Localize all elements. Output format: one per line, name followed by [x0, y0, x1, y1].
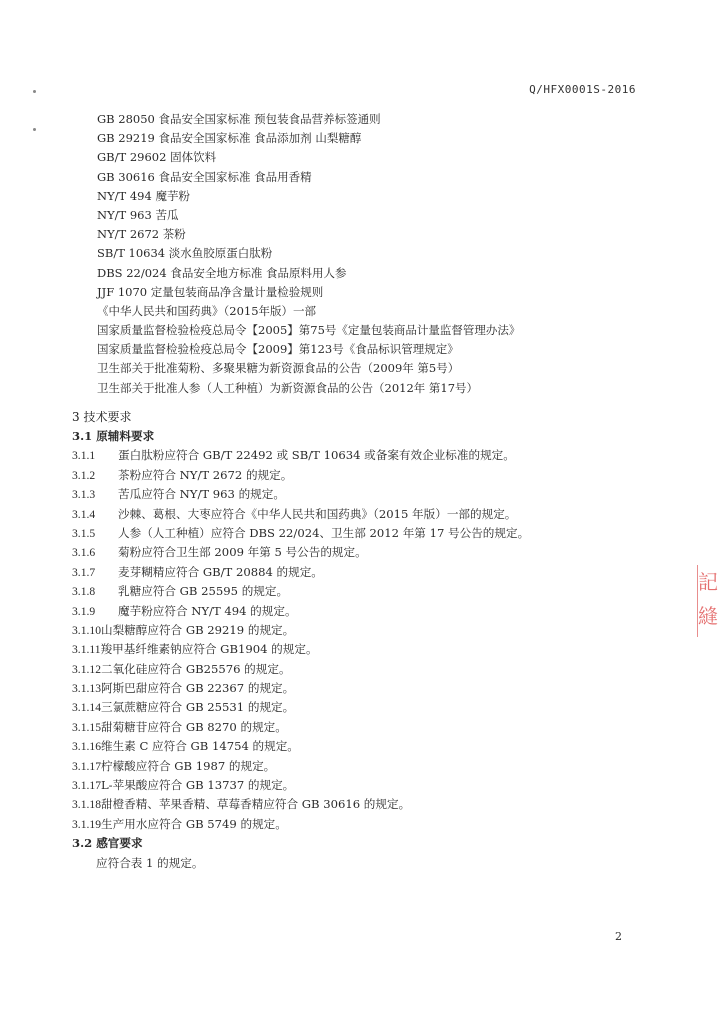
requirement-item [72, 698, 529, 717]
reference-item: GB/T 29602 固体饮料 [97, 150, 217, 165]
reference-item: SB/T 10634 淡水鱼胶原蛋白肽粉 [97, 246, 273, 261]
reference-item: NY/T 494 魔芋粉 [97, 188, 190, 203]
requirement-item [72, 776, 529, 795]
item-number: 3.1.3 [72, 488, 96, 502]
item-text: 蛋白肽粉应符合 GB/T 22492 或 SB/T 10634 或备案有效企业标准的规定。 [118, 448, 515, 463]
page-number: 2 [615, 930, 622, 943]
item-text: L-苹果酸应符合 GB 13737 的规定。 [100, 778, 295, 793]
item-number: 3.1.6 [72, 546, 96, 560]
item-text: 乳糖应符合 GB 25595 的规定。 [118, 584, 289, 599]
item-number: 3.1.13 [72, 682, 101, 696]
reference-item: 国家质量监督检验检疫总局令【2009】第123号《食品标识管理规定》 [97, 342, 459, 357]
document-code: Q/HFX0001S-2016 [529, 83, 636, 96]
requirement-item [72, 466, 529, 485]
requirement-item [72, 602, 529, 621]
reference-item: 卫生部关于批准菊粉、多聚果糖为新资源食品的公告（2009年 第5号） [97, 361, 460, 376]
item-text: 山梨糖醇应符合 GB 29219 的规定。 [100, 622, 295, 637]
item-number: 3.1.10 [72, 623, 101, 637]
item-number: 3.1.19 [72, 817, 101, 831]
item-text: 三氯蔗糖应符合 GB 25531 的规定。 [100, 700, 295, 715]
requirement-item [72, 679, 529, 698]
reference-item: JJF 1070 定量包装商品净含量计量检验规则 [97, 284, 324, 299]
item-number: 3.1.8 [72, 585, 96, 599]
item-text: 生产用水应符合 GB 5749 的规定。 [100, 816, 287, 831]
item-number: 3.1.15 [72, 720, 101, 734]
reference-item: NY/T 2672 茶粉 [97, 227, 186, 242]
requirement-item [72, 446, 529, 465]
reference-item: DBS 22/024 食品安全地方标准 食品原料用人参 [97, 265, 347, 280]
item-text: 茶粉应符合 NY/T 2672 的规定。 [118, 467, 293, 482]
item-text: 甜菊糖苷应符合 GB 8270 的规定。 [100, 719, 287, 734]
reference-item: GB 28050 食品安全国家标准 预包装食品营养标签通则 [97, 112, 381, 126]
reference-item: GB 30616 食品安全国家标准 食品用香精 [97, 169, 312, 184]
subsection-3-2-text: 应符合表 1 的规定。 [96, 855, 204, 870]
item-number: 3.1.1 [72, 449, 96, 463]
item-number: 3.1.7 [72, 565, 96, 579]
reference-item: 《中华人民共和国药典》（2015年版）一部 [97, 303, 317, 318]
item-text: 羧甲基纤维素钠应符合 GB1904 的规定。 [100, 642, 318, 657]
item-number: 3.1.4 [72, 507, 96, 521]
item-text: 苦瓜应符合 NY/T 963 的规定。 [118, 487, 285, 502]
requirement-item [72, 757, 529, 776]
item-text: 沙棘、葛根、大枣应符合《中华人民共和国药典》（2015 年版）一部的规定。 [118, 506, 517, 521]
item-text: 菊粉应符合卫生部 2009 年第 5 号公告的规定。 [118, 545, 367, 560]
requirement-item [72, 582, 529, 601]
requirement-item [72, 660, 529, 679]
scan-speck [33, 128, 36, 131]
requirement-item [72, 543, 529, 562]
item-text: 二氧化硅应符合 GB25576 的规定。 [100, 661, 291, 676]
reference-item: GB 29219 食品安全国家标准 食品添加剂 山梨糖醇 [97, 131, 362, 146]
seal-stamp: 記 縫 [697, 565, 718, 637]
item-number: 3.1.14 [72, 701, 101, 715]
requirement-item [72, 621, 529, 640]
requirement-item [72, 815, 529, 834]
item-text: 柠檬酸应符合 GB 1987 的规定。 [100, 758, 276, 773]
technical-requirements [72, 427, 529, 873]
item-text: 甜橙香精、苹果香精、草莓香精应符合 GB 30616 的规定。 [100, 797, 411, 812]
normative-references [97, 110, 520, 398]
requirement-item [72, 485, 529, 504]
item-number: 3.1.18 [72, 798, 101, 812]
section-3-heading: 3 技术要求 [72, 410, 132, 424]
item-text: 魔芋粉应符合 NY/T 494 的规定。 [118, 603, 297, 618]
requirement-item [72, 737, 529, 756]
item-number: 3.1.11 [72, 643, 101, 657]
item-text: 麦芽糊精应符合 GB/T 20884 的规定。 [118, 564, 323, 579]
requirement-item [72, 505, 529, 524]
requirement-item [72, 718, 529, 737]
requirement-item [72, 563, 529, 582]
item-number: 3.1.2 [72, 468, 96, 482]
item-number: 3.1.16 [72, 740, 101, 754]
requirement-item [72, 524, 529, 543]
requirement-item [72, 795, 529, 814]
requirement-item [72, 640, 529, 659]
item-number: 3.1.12 [72, 662, 101, 676]
item-number: 3.1.9 [72, 604, 96, 618]
subsection-3-2-heading: 3.2 感官要求 [72, 836, 143, 851]
subsection-3-1-heading: 3.1 原辅料要求 [72, 429, 155, 443]
reference-item: NY/T 963 苦瓜 [97, 207, 179, 222]
item-number: 3.1.17 [72, 779, 101, 793]
item-number: 3.1.17 [72, 759, 101, 773]
item-text: 阿斯巴甜应符合 GB 22367 的规定。 [100, 681, 295, 696]
reference-item: 国家质量监督检验检疫总局令【2005】第75号《定量包装商品计量监督管理办法》 [97, 323, 521, 338]
scan-speck [33, 90, 36, 93]
item-text: 人参（人工种植）应符合 DBS 22/024、卫生部 2012 年第 17 号公告的规定。 [118, 525, 530, 540]
item-number: 3.1.5 [72, 526, 96, 540]
reference-item: 卫生部关于批准人参（人工种植）为新资源食品的公告（2012年 第17号） [97, 380, 479, 395]
item-text: 维生素 C 应符合 GB 14754 的规定。 [100, 739, 299, 754]
